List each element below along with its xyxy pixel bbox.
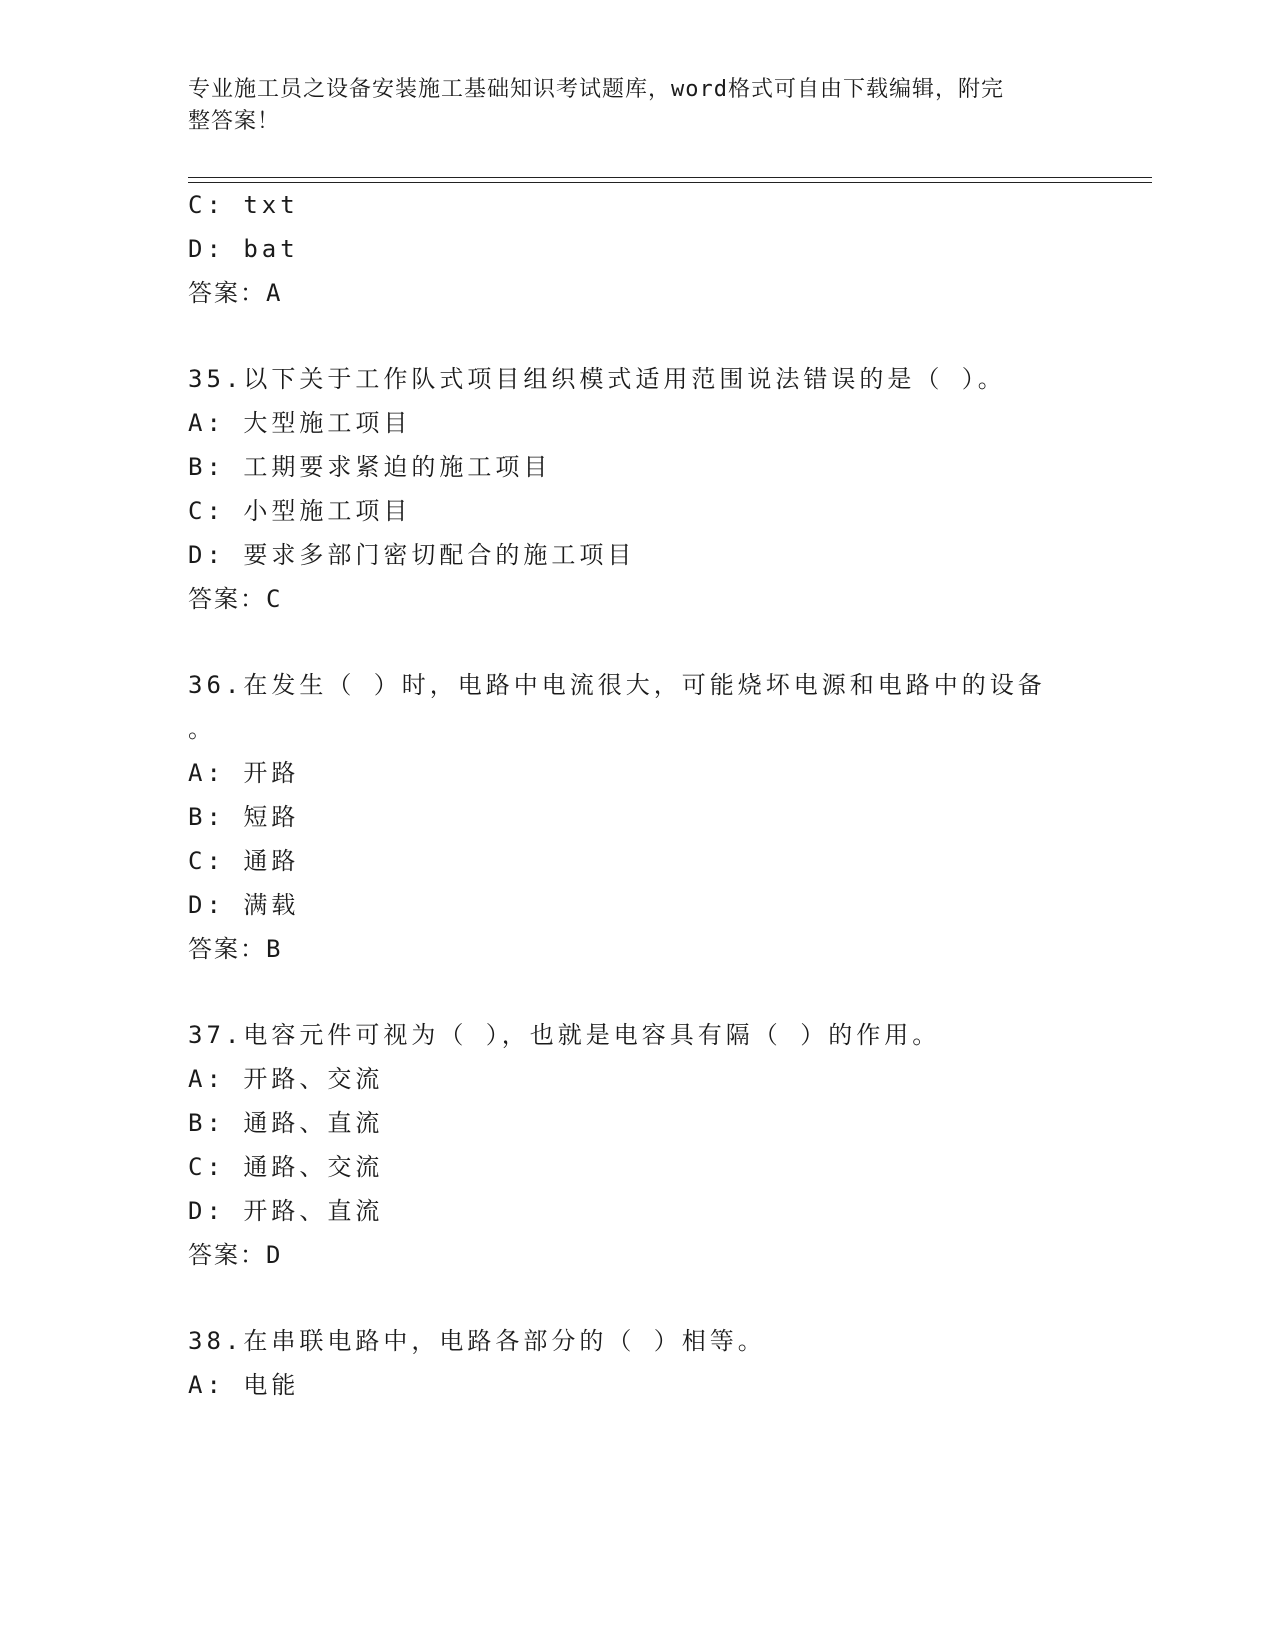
header-rule-top: [188, 177, 1152, 178]
prev-option-c: C: txt: [188, 191, 299, 219]
q36-stem-line-1: 36.在发生（ ）时，电路中电流很大，可能烧坏电源和电路中的设备: [188, 671, 1046, 699]
q38-option-a: A: 电能: [188, 1371, 300, 1399]
header-line-1: 专业施工员之设备安装施工基础知识考试题库，word格式可自由下载编辑，附完: [188, 77, 1004, 102]
document-header: [188, 74, 1068, 138]
header-line-2: 整答案！: [188, 109, 281, 134]
q37-option-d: D: 开路、直流: [188, 1197, 384, 1225]
header-rule-bottom: [188, 182, 1152, 183]
q35-option-d: D: 要求多部门密切配合的施工项目: [188, 541, 636, 569]
q36-stem-line-2: 。: [188, 715, 216, 743]
q36-option-a: A: 开路: [188, 759, 300, 787]
q38-stem: 38.在串联电路中，电路各部分的（ ）相等。: [188, 1327, 766, 1355]
q35-option-c: C: 小型施工项目: [188, 497, 412, 525]
q37-option-b: B: 通路、直流: [188, 1109, 384, 1137]
q35-option-b: B: 工期要求紧迫的施工项目: [188, 453, 552, 481]
q36-option-d: D: 满载: [188, 891, 300, 919]
prev-answer: 答案：A: [188, 279, 283, 307]
q37-option-c: C: 通路、交流: [188, 1153, 384, 1181]
q36-answer: 答案：B: [188, 935, 283, 963]
q36-option-c: C: 通路: [188, 847, 300, 875]
q37-answer: 答案：D: [188, 1241, 283, 1269]
prev-option-d: D: bat: [188, 235, 299, 263]
q35-answer: 答案：C: [188, 585, 283, 613]
q36-option-b: B: 短路: [188, 803, 300, 831]
q35-stem: 35.以下关于工作队式项目组织模式适用范围说法错误的是（ ）。: [188, 365, 1006, 393]
q35-option-a: A: 大型施工项目: [188, 409, 412, 437]
q37-stem: 37.电容元件可视为（ ），也就是电容具有隔（ ）的作用。: [188, 1021, 941, 1049]
q37-option-a: A: 开路、交流: [188, 1065, 384, 1093]
